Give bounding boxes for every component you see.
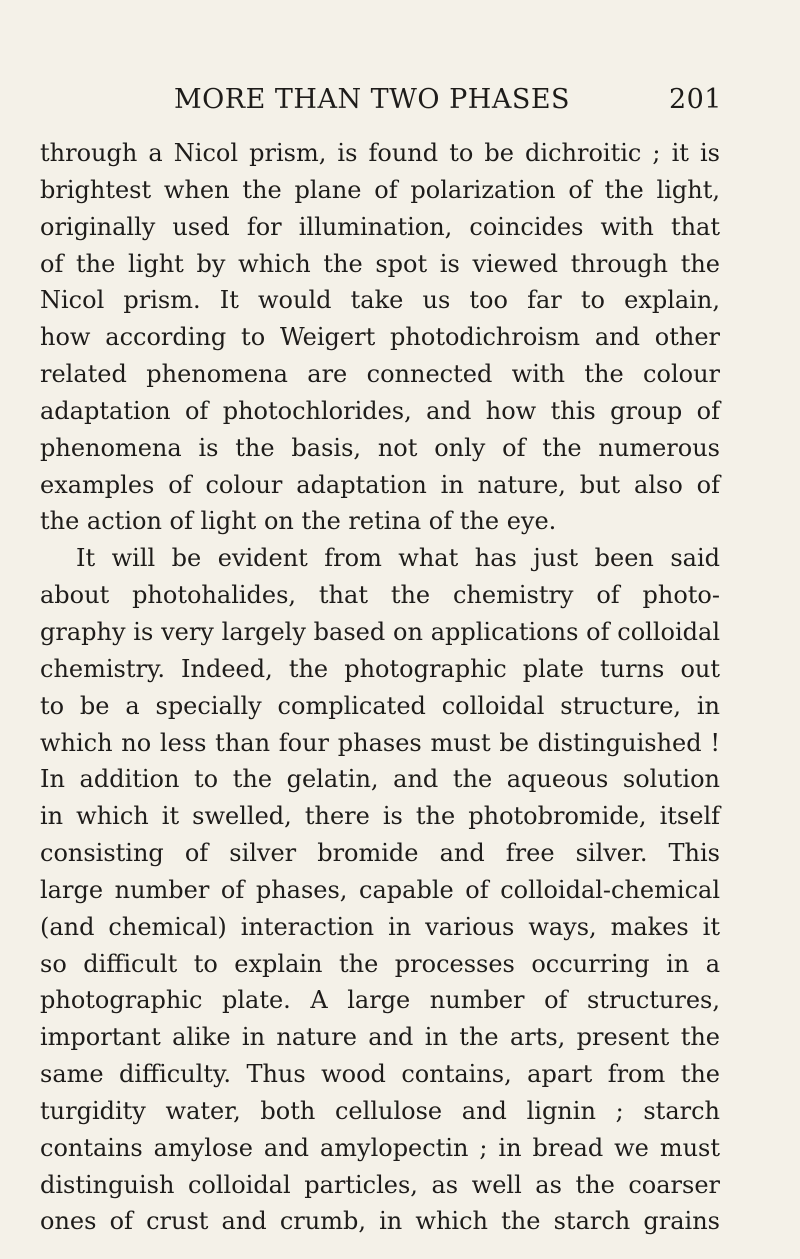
text-line: photographic plate. A large number of structures, (40, 986, 720, 1015)
text-line: in which it swelled, there is the photobromide, itself (40, 802, 720, 831)
text-line: brightest when the plane of polarization of the light, (40, 175, 720, 204)
page-number: 201 (668, 84, 722, 115)
text-line: ones of crust and crumb, in which the starch grains (40, 1207, 720, 1236)
text-line: large number of phases, capable of colloidal-chemical (40, 875, 720, 904)
text-line: related phenomena are connected with the colour (40, 360, 720, 389)
text-line: contains amylose and amylopectin ; in bread we must (40, 1133, 720, 1162)
text-line: same difficulty. Thus wood contains, apart from the (40, 1060, 720, 1089)
text-line: through a Nicol prism, is found to be dichroitic ; it is (40, 139, 720, 167)
text-line: Nicol prism. It would take us too far to explain, (40, 286, 720, 315)
text-line: so difficult to explain the processes occurring in a (40, 949, 720, 978)
running-title: MORE THAN TWO PHASES (174, 84, 571, 115)
text-line: adaptation of photochlorides, and how this group of (40, 396, 720, 425)
text-line: the action of light on the retina of the eye. (40, 507, 557, 536)
running-head (174, 84, 722, 124)
text-line: important alike in nature and in the arts, present the (40, 1023, 720, 1052)
text-line: about photohalides, that the chemistry of photo- (40, 581, 720, 610)
text-line: which no less than four phases must be distinguished ! (40, 728, 720, 757)
text-line: consisting of silver bromide and free silver. This (40, 839, 720, 868)
text-line: In addition to the gelatin, and the aqueous solution (40, 765, 720, 794)
text-line: graphy is very largely based on applications of colloidal (40, 617, 720, 646)
text-line: chemistry. Indeed, the photographic plate turns out (40, 654, 720, 683)
text-line: how according to Weigert photodichroism and other (40, 323, 720, 352)
text-line: to be a specially complicated colloidal structure, in (40, 691, 720, 720)
body-text (40, 135, 720, 1240)
text-line: distinguish colloidal particles, as well as the coarser (40, 1170, 720, 1199)
text-line: (and chemical) interaction in various ways, makes it (40, 912, 720, 941)
text-line: of the light by which the spot is viewed through the (40, 249, 720, 278)
text-line: examples of colour adaptation in nature, but also of (40, 470, 720, 499)
paragraph-first-line: It will be evident from what has just been said (76, 544, 720, 573)
text-line: originally used for illumination, coincides with that (40, 212, 720, 241)
text-line: phenomena is the basis, not only of the numerous (40, 433, 720, 462)
text-line: turgidity water, both cellulose and lignin ; starch (40, 1096, 720, 1125)
